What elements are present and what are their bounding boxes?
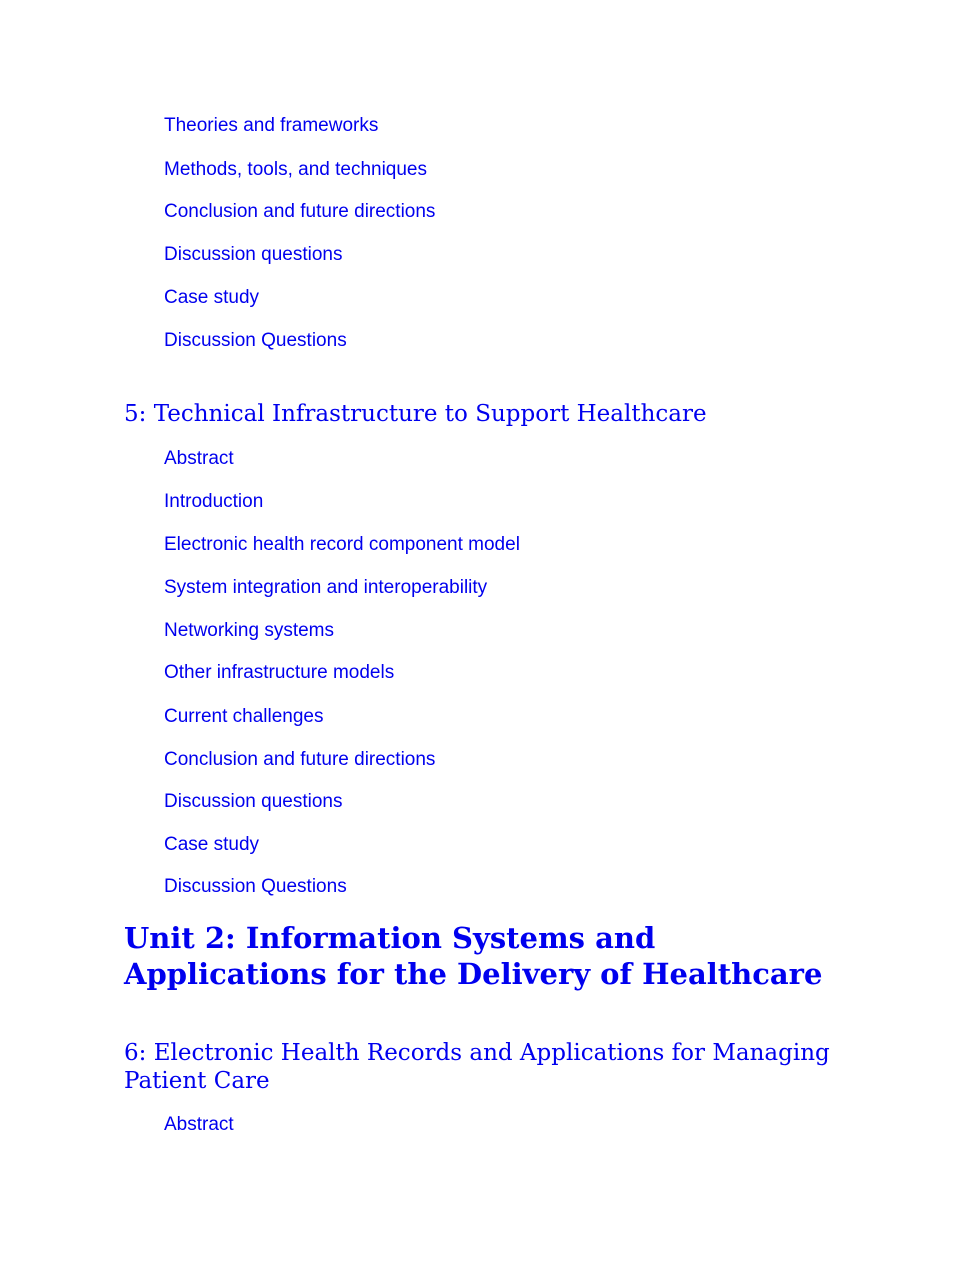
toc-link-methods-tools-techniques[interactable]: Methods, tools, and techniques — [164, 159, 428, 180]
toc-link-conclusion-future-directions-2[interactable]: Conclusion and future directions — [164, 749, 436, 770]
toc-link-other-infrastructure-models[interactable]: Other infrastructure models — [164, 662, 395, 683]
toc-link-system-integration[interactable]: System integration and interoperability — [164, 577, 488, 598]
toc-link-conclusion-future-directions[interactable]: Conclusion and future directions — [164, 201, 436, 222]
toc-link-introduction[interactable]: Introduction — [164, 491, 264, 512]
chapter-5-heading[interactable]: 5: Technical Infrastructure to Support Healthcare — [124, 401, 707, 427]
toc-link-discussion-questions-3[interactable]: Discussion questions — [164, 791, 343, 812]
toc-link-discussion-questions[interactable]: Discussion questions — [164, 244, 343, 265]
chapter-6-heading[interactable]: 6: Electronic Health Records and Applications for Managing Patient Care — [124, 1040, 830, 1094]
toc-link-case-study[interactable]: Case study — [164, 287, 260, 308]
toc-link-theories-and-frameworks[interactable]: Theories and frameworks — [164, 115, 379, 136]
toc-link-discussion-questions-2[interactable]: Discussion Questions — [164, 330, 347, 351]
toc-link-case-study-2[interactable]: Case study — [164, 834, 260, 855]
toc-link-current-challenges[interactable]: Current challenges — [164, 706, 324, 727]
toc-link-ehr-component-model[interactable]: Electronic health record component model — [164, 534, 520, 555]
toc-link-networking-systems[interactable]: Networking systems — [164, 620, 334, 641]
toc-link-abstract-2[interactable]: Abstract — [164, 1114, 234, 1135]
toc-link-abstract[interactable]: Abstract — [164, 448, 234, 469]
toc-link-discussion-questions-4[interactable]: Discussion Questions — [164, 876, 347, 897]
unit-2-heading[interactable]: Unit 2: Information Systems and Applications for the Delivery of Healthcare — [124, 921, 823, 991]
